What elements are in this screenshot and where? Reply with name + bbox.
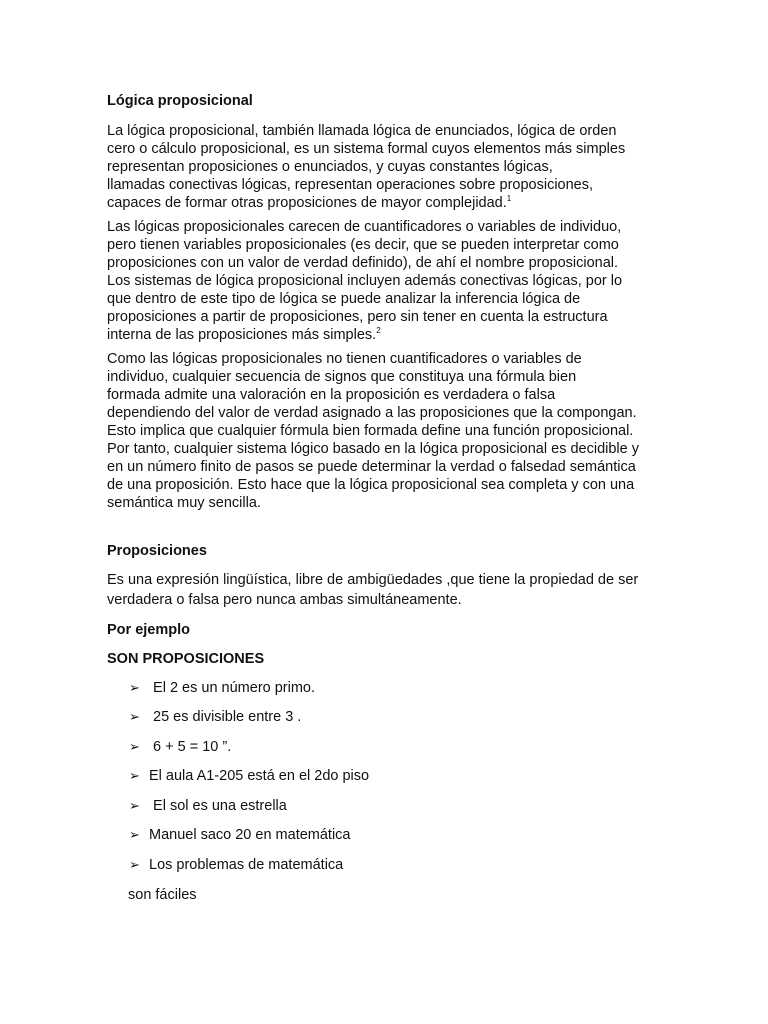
heading-son-proposiciones: SON PROPOSICIONES [107, 651, 265, 667]
text-line: proposiciones con un valor de verdad definido), de ahí el nombre proposicional. [107, 255, 619, 271]
text-line-content: interna de las proposiciones más simples. [107, 327, 377, 343]
list-item [129, 856, 343, 874]
text-line: Las lógicas proposicionales carecen de cuantificadores o variables de individuo, [107, 219, 622, 235]
paragraph-decidability [107, 350, 667, 512]
list-item [129, 826, 351, 844]
list-item-text: Manuel saco 20 en matemática [149, 827, 351, 843]
arrowhead-bullet-icon: ➢ [129, 768, 140, 783]
text-line [107, 326, 667, 344]
text-line: que dentro de este tipo de lógica se puede analizar la inferencia lógica de [107, 291, 581, 307]
list-item [129, 708, 301, 726]
list-item-text: El 2 es un número primo. [149, 680, 316, 696]
text-line: Por tanto, cualquier sistema lógico basado en la lógica proposicional es decidible y [107, 441, 639, 457]
arrowhead-bullet-icon: ➢ [129, 857, 140, 872]
text-line: La lógica proposicional, también llamada lógica de enunciados, lógica de orden [107, 123, 617, 139]
text-line [107, 194, 667, 212]
text-line: de una proposición. Esto hace que la lógica proposicional sea completa y con una [107, 477, 635, 493]
list-item [129, 767, 369, 785]
arrowhead-bullet-icon: ➢ [129, 709, 140, 724]
text-line: dependiendo del valor de verdad asignado a las proposiciones que la compongan. [107, 405, 637, 421]
text-line-content: capaces de formar otras proposiciones de mayor complejidad. [107, 195, 507, 211]
text-line: pero tienen variables proposicionales (es decir, que se pueden interpretar como [107, 237, 619, 253]
list-item [129, 738, 231, 756]
heading-proposiciones: Proposiciones [107, 543, 207, 559]
text-line: cero o cálculo proposicional, es un sistema formal cuyos elementos más simples [107, 141, 626, 157]
text-line: formada admite una valoración en la proposición es verdadera o falsa [107, 387, 556, 403]
list-item [129, 797, 287, 815]
text-line: representan proposiciones o enunciados, y cuyas constantes lógicas, [107, 159, 553, 175]
footnote-marker: 1 [506, 194, 512, 203]
list-item-text: 25 es divisible entre 3 . [149, 709, 302, 725]
heading-logica-proposicional: Lógica proposicional [107, 93, 253, 109]
text-line: Es una expresión lingüística, libre de ambigüedades ,que tiene la propiedad de ser [107, 572, 639, 588]
list-item-text: 6 + 5 = 10 ”. [149, 739, 232, 755]
list-item-text: El aula A1-205 está en el 2do piso [149, 768, 370, 784]
heading-por-ejemplo: Por ejemplo [107, 622, 190, 638]
arrowhead-bullet-icon: ➢ [129, 680, 140, 695]
arrowhead-bullet-icon: ➢ [129, 739, 140, 754]
text-line: llamadas conectivas lógicas, representan operaciones sobre proposiciones, [107, 177, 594, 193]
text-line: semántica muy sencilla. [107, 495, 261, 511]
text-line: en un número finito de pasos se puede determinar la verdad o falsedad semántica [107, 459, 636, 475]
text-line: Los sistemas de lógica proposicional incluyen además conectivas lógicas, por lo [107, 273, 623, 289]
arrowhead-bullet-icon: ➢ [129, 798, 140, 813]
paragraph-definition [107, 122, 667, 212]
text-line: verdadera o falsa pero nunca ambas simultáneamente. [107, 592, 462, 608]
list-item-continuation: son fáciles [128, 887, 197, 903]
text-line: Esto implica que cualquier fórmula bien formada define una función proposicional. [107, 423, 634, 439]
paragraph-characteristics [107, 218, 667, 344]
paragraph-proposition-definition [107, 570, 667, 610]
text-line: individuo, cualquier secuencia de signos que constituya una fórmula bien [107, 369, 577, 385]
text-line: Como las lógicas proposicionales no tienen cuantificadores o variables de [107, 351, 582, 367]
text-line: proposiciones a partir de proposiciones, pero sin tener en cuenta la estructura [107, 309, 608, 325]
list-item-text: El sol es una estrella [149, 798, 287, 814]
arrowhead-bullet-icon: ➢ [129, 827, 140, 842]
list-item-text: Los problemas de matemática [149, 857, 344, 873]
footnote-marker: 2 [376, 326, 381, 335]
list-item [129, 679, 315, 697]
